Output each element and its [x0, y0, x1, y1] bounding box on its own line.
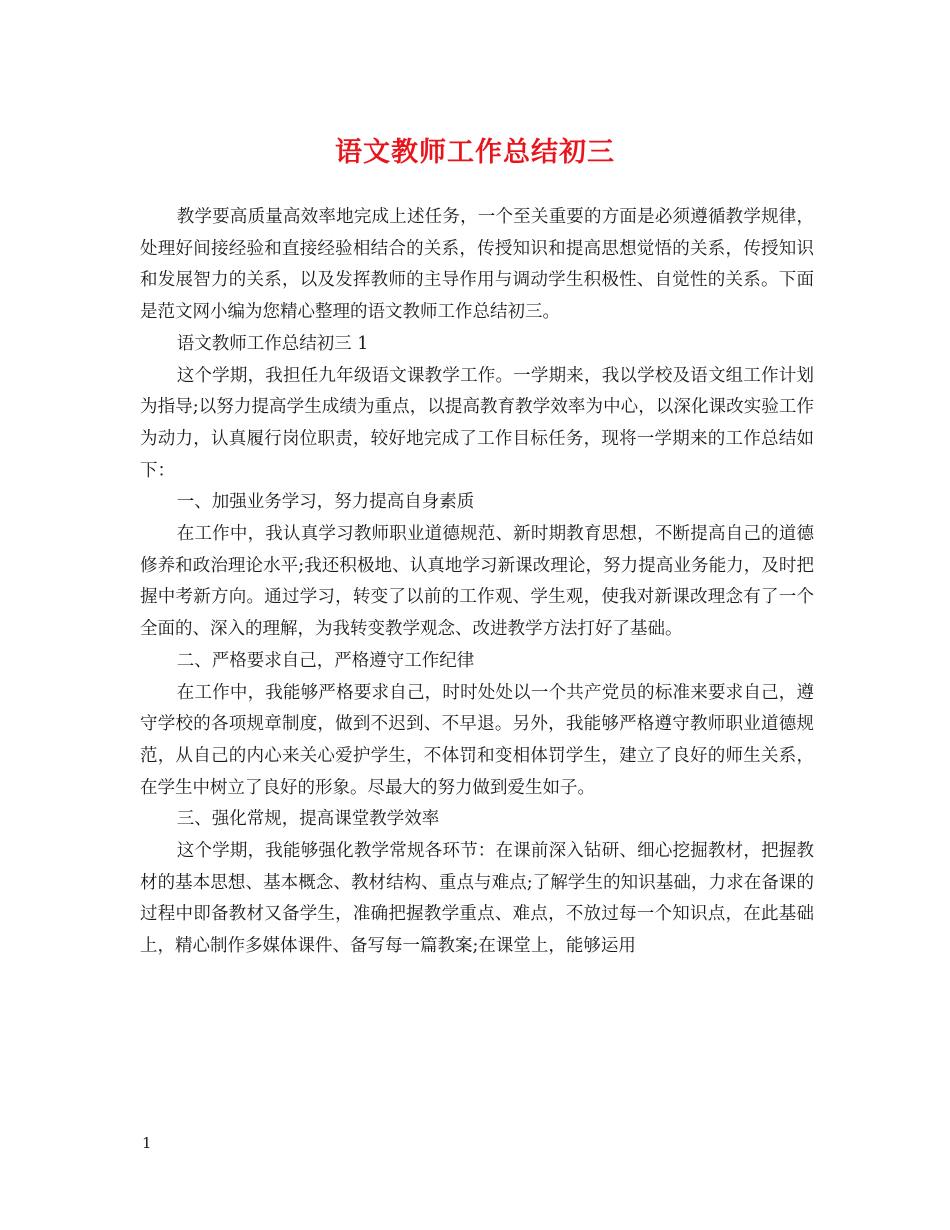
document-title: 语文教师工作总结初三	[335, 137, 615, 168]
body-paragraph: 这个学期，我担任九年级语文课教学工作。一学期来，我以学校及语文组工作计划为指导;以努力提高学生成绩为重点，以提高教育教学效率为中心，以深化课改实验工作为动力，认真履行岗位职责，较好地完成了工作目标任务，现将一学期来的工作总结如下：	[140, 365, 814, 481]
body-paragraph: 在工作中，我认真学习教师职业道德规范、新时期教育思想，不断提高自己的道德修养和政治理论水平;我还积极地、认真地学习新课改理论，努力提高业务能力，及时把握中考新方向。通过学习，转变了以前的工作观、学生观，使我对新课改理念有了一个全面的、深入的理解，为我转变教学观念、改进教学方法打好了基础。	[140, 524, 814, 640]
section-heading-1: 一、加强业务学习，努力提高自身素质	[176, 492, 475, 513]
intro-paragraph: 教学要高质量高效率地完成上述任务，一个至关重要的方面是必须遵循教学规律，处理好间接经验和直接经验相结合的关系，传授知识和提高思想觉悟的关系，传授知识和发展智力的关系，以及发挥教师的主导作用与调动学生积极性、自觉性的关系。下面是范文网小编为您精心整理的语文教师工作总结初三。	[140, 207, 814, 323]
body-paragraph: 这个学期，我能够强化教学常规各环节：在课前深入钻研、细心挖掘教材，把握教材的基本思想、基本概念、教材结构、重点与难点;了解学生的知识基础，力求在备课的过程中即备教材又备学生，准确把握教学重点、难点，不放过每一个知识点，在此基础上，精心制作多媒体课件、备写每一篇教案;在课堂上，能够运用	[140, 841, 814, 957]
section-subtitle: 语文教师工作总结初三 1	[176, 333, 369, 354]
section-heading-2: 二、严格要求自己，严格遵守工作纪律	[176, 650, 475, 671]
page-number: 1	[142, 1134, 152, 1152]
section-heading-3: 三、强化常规，提高课堂教学效率	[176, 809, 440, 830]
body-paragraph: 在工作中，我能够严格要求自己，时时处处以一个共产党员的标准来要求自己，遵守学校的各项规章制度，做到不迟到、不早退。另外，我能够严格遵守教师职业道德规范，从自己的内心来关心爱护学生，不体罚和变相体罚学生，建立了良好的师生关系，在学生中树立了良好的形象。尽最大的努力做到爱生如子。	[140, 682, 814, 798]
document-body	[140, 202, 814, 963]
